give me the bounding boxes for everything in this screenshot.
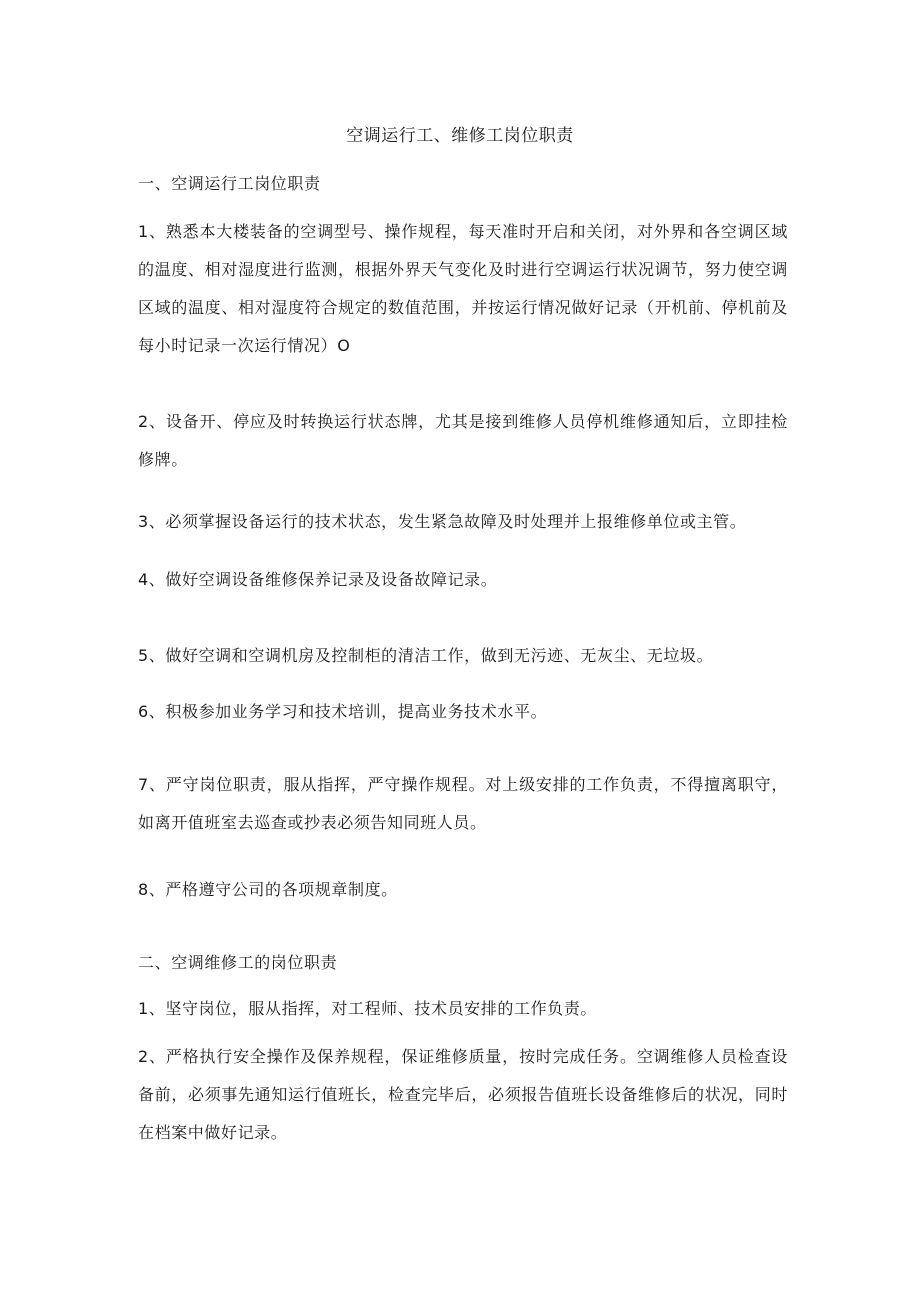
document-title: 空调运行工、维修工岗位职责 (346, 126, 574, 146)
section2-item-2: 2、严格执行安全操作及保养规程，保证维修质量，按时完成任务。空调维修人员检查设备前，必须事先通知运行值班长，检查完毕后，必须报告值班长设备维修后的状况，同时在档案中做好记录。 (138, 1047, 788, 1142)
section1-item-7: 7、严守岗位职责，服从指挥，严守操作规程。对上级安排的工作负责，不得擅离职守，如离开值班室去巡查或抄表必须告知同班人员。 (138, 775, 788, 832)
section1-item-8: 8、严格遵守公司的各项规章制度。 (138, 880, 398, 899)
section2-item-1: 1、坚守岗位，服从指挥，对工程师、技术员安排的工作负责。 (138, 999, 597, 1018)
section1-item-5: 5、做好空调和空调机房及控制柜的清洁工作，做到无污迹、无灰尘、无垃圾。 (138, 646, 714, 665)
section1-item-2: 2、设备开、停应及时转换运行状态牌，尤其是接到维修人员停机维修通知后，立即挂检修牌。 (138, 412, 788, 469)
section1-item-1: 1、熟悉本大楼装备的空调型号、操作规程，每天准时开启和关闭，对外界和各空调区域的温度、相对湿度进行监测，根据外界天气变化及时进行空调运行状况调节，努力使空调区域的温度、相对湿度符合规定的数值范围，并按运行情况做好记录（开机前、停机前及每小时记录一次运行情况）O (138, 222, 788, 355)
section2-heading: 二、空调维修工的岗位职责 (138, 953, 338, 972)
section1-heading: 一、空调运行工岗位职责 (138, 174, 321, 193)
section1-item-6: 6、积极参加业务学习和技术培训，提高业务技术水平。 (138, 702, 548, 721)
section1-item-3: 3、必须掌握设备运行的技术状态，发生紧急故障及时处理并上报维修单位或主管。 (138, 512, 747, 531)
section1-item-4: 4、做好空调设备维修保养记录及设备故障记录。 (138, 570, 498, 589)
